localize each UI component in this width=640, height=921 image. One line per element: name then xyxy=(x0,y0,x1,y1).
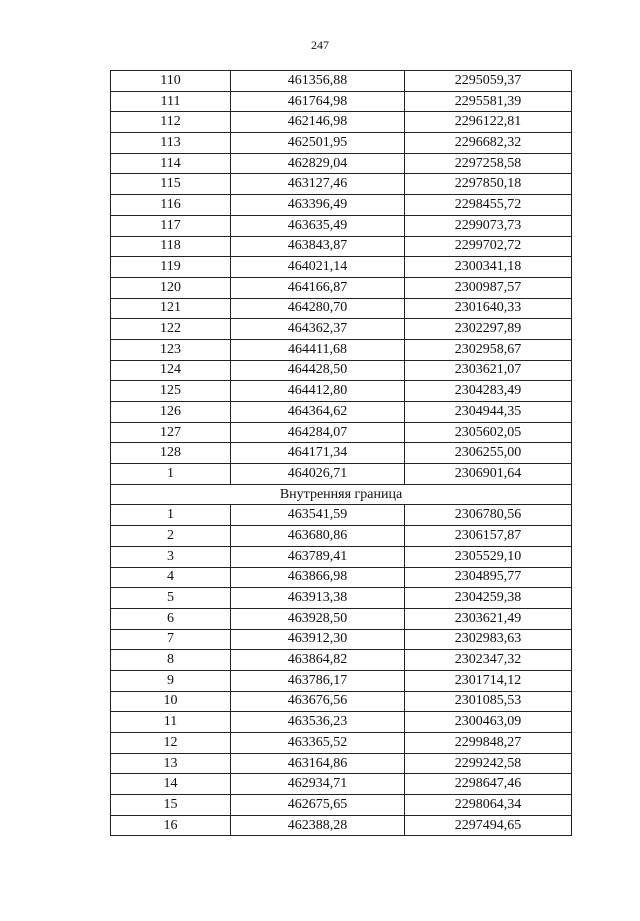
y-coordinate-cell: 2304259,38 xyxy=(405,588,572,609)
point-number-cell: 118 xyxy=(111,236,231,257)
x-coordinate-cell: 463680,86 xyxy=(231,526,405,547)
point-number-cell: 16 xyxy=(111,815,231,836)
y-coordinate-cell: 2305602,05 xyxy=(405,422,572,443)
y-coordinate-cell: 2306157,87 xyxy=(405,526,572,547)
table-row xyxy=(111,112,572,133)
y-coordinate-cell: 2302983,63 xyxy=(405,629,572,650)
y-coordinate-cell: 2304283,49 xyxy=(405,381,572,402)
x-coordinate-cell: 461764,98 xyxy=(231,91,405,112)
table-row xyxy=(111,629,572,650)
x-coordinate-cell: 464021,14 xyxy=(231,257,405,278)
point-number-cell: 115 xyxy=(111,174,231,195)
x-coordinate-cell: 463365,52 xyxy=(231,733,405,754)
point-number-cell: 10 xyxy=(111,691,231,712)
table-row xyxy=(111,546,572,567)
table-row xyxy=(111,215,572,236)
table-row xyxy=(111,443,572,464)
y-coordinate-cell: 2303621,49 xyxy=(405,608,572,629)
x-coordinate-cell: 463912,30 xyxy=(231,629,405,650)
x-coordinate-cell: 463843,87 xyxy=(231,236,405,257)
x-coordinate-cell: 463928,50 xyxy=(231,608,405,629)
table-row xyxy=(111,588,572,609)
x-coordinate-cell: 463789,41 xyxy=(231,546,405,567)
table-row xyxy=(111,195,572,216)
table-row xyxy=(111,174,572,195)
table-row xyxy=(111,712,572,733)
x-coordinate-cell: 463635,49 xyxy=(231,215,405,236)
table-row xyxy=(111,567,572,588)
table-row xyxy=(111,774,572,795)
y-coordinate-cell: 2300341,18 xyxy=(405,257,572,278)
x-coordinate-cell: 464362,37 xyxy=(231,319,405,340)
x-coordinate-cell: 462146,98 xyxy=(231,112,405,133)
y-coordinate-cell: 2301640,33 xyxy=(405,298,572,319)
x-coordinate-cell: 463676,56 xyxy=(231,691,405,712)
x-coordinate-cell: 463864,82 xyxy=(231,650,405,671)
x-coordinate-cell: 462934,71 xyxy=(231,774,405,795)
table-row xyxy=(111,650,572,671)
y-coordinate-cell: 2299242,58 xyxy=(405,753,572,774)
point-number-cell: 3 xyxy=(111,546,231,567)
y-coordinate-cell: 2298064,34 xyxy=(405,795,572,816)
point-number-cell: 8 xyxy=(111,650,231,671)
table-row xyxy=(111,733,572,754)
point-number-cell: 125 xyxy=(111,381,231,402)
x-coordinate-cell: 461356,88 xyxy=(231,71,405,92)
y-coordinate-cell: 2296122,81 xyxy=(405,112,572,133)
y-coordinate-cell: 2298455,72 xyxy=(405,195,572,216)
coordinates-table xyxy=(110,70,572,836)
table-row xyxy=(111,464,572,485)
table-row xyxy=(111,608,572,629)
point-number-cell: 1 xyxy=(111,464,231,485)
table-row xyxy=(111,381,572,402)
y-coordinate-cell: 2295581,39 xyxy=(405,91,572,112)
point-number-cell: 14 xyxy=(111,774,231,795)
table-row xyxy=(111,319,572,340)
table-row xyxy=(111,670,572,691)
outer-boundary-rows xyxy=(111,71,572,485)
x-coordinate-cell: 464412,80 xyxy=(231,381,405,402)
y-coordinate-cell: 2302347,32 xyxy=(405,650,572,671)
point-number-cell: 128 xyxy=(111,443,231,464)
x-coordinate-cell: 462501,95 xyxy=(231,133,405,154)
point-number-cell: 15 xyxy=(111,795,231,816)
point-number-cell: 2 xyxy=(111,526,231,547)
point-number-cell: 119 xyxy=(111,257,231,278)
point-number-cell: 111 xyxy=(111,91,231,112)
table-row xyxy=(111,133,572,154)
inner-boundary-rows xyxy=(111,505,572,836)
point-number-cell: 117 xyxy=(111,215,231,236)
point-number-cell: 122 xyxy=(111,319,231,340)
table-row xyxy=(111,422,572,443)
point-number-cell: 113 xyxy=(111,133,231,154)
x-coordinate-cell: 464428,50 xyxy=(231,360,405,381)
table-row xyxy=(111,691,572,712)
table-row xyxy=(111,795,572,816)
point-number-cell: 13 xyxy=(111,753,231,774)
point-number-cell: 9 xyxy=(111,670,231,691)
y-coordinate-cell: 2299702,72 xyxy=(405,236,572,257)
table-row xyxy=(111,277,572,298)
table-row xyxy=(111,91,572,112)
x-coordinate-cell: 464166,87 xyxy=(231,277,405,298)
y-coordinate-cell: 2304895,77 xyxy=(405,567,572,588)
y-coordinate-cell: 2297258,58 xyxy=(405,153,572,174)
table-row xyxy=(111,526,572,547)
point-number-cell: 5 xyxy=(111,588,231,609)
y-coordinate-cell: 2301085,53 xyxy=(405,691,572,712)
page-number: 247 xyxy=(311,38,329,52)
x-coordinate-cell: 463541,59 xyxy=(231,505,405,526)
y-coordinate-cell: 2306255,00 xyxy=(405,443,572,464)
x-coordinate-cell: 464411,68 xyxy=(231,339,405,360)
x-coordinate-cell: 462388,28 xyxy=(231,815,405,836)
section-label: Внутренняя граница xyxy=(111,484,572,505)
point-number-cell: 126 xyxy=(111,402,231,423)
point-number-cell: 121 xyxy=(111,298,231,319)
x-coordinate-cell: 463164,86 xyxy=(231,753,405,774)
point-number-cell: 7 xyxy=(111,629,231,650)
point-number-cell: 123 xyxy=(111,339,231,360)
point-number-cell: 110 xyxy=(111,71,231,92)
y-coordinate-cell: 2301714,12 xyxy=(405,670,572,691)
y-coordinate-cell: 2300987,57 xyxy=(405,277,572,298)
y-coordinate-cell: 2298647,46 xyxy=(405,774,572,795)
y-coordinate-cell: 2296682,32 xyxy=(405,133,572,154)
y-coordinate-cell: 2295059,37 xyxy=(405,71,572,92)
x-coordinate-cell: 463913,38 xyxy=(231,588,405,609)
table-row xyxy=(111,360,572,381)
point-number-cell: 112 xyxy=(111,112,231,133)
inner-boundary-header xyxy=(111,484,572,505)
point-number-cell: 12 xyxy=(111,733,231,754)
y-coordinate-cell: 2300463,09 xyxy=(405,712,572,733)
point-number-cell: 6 xyxy=(111,608,231,629)
x-coordinate-cell: 462829,04 xyxy=(231,153,405,174)
point-number-cell: 120 xyxy=(111,277,231,298)
table-row xyxy=(111,257,572,278)
point-number-cell: 4 xyxy=(111,567,231,588)
x-coordinate-cell: 463396,49 xyxy=(231,195,405,216)
x-coordinate-cell: 463786,17 xyxy=(231,670,405,691)
point-number-cell: 124 xyxy=(111,360,231,381)
y-coordinate-cell: 2299848,27 xyxy=(405,733,572,754)
table-row xyxy=(111,298,572,319)
point-number-cell: 116 xyxy=(111,195,231,216)
y-coordinate-cell: 2303621,07 xyxy=(405,360,572,381)
x-coordinate-cell: 464026,71 xyxy=(231,464,405,485)
x-coordinate-cell: 464284,07 xyxy=(231,422,405,443)
y-coordinate-cell: 2297494,65 xyxy=(405,815,572,836)
x-coordinate-cell: 463866,98 xyxy=(231,567,405,588)
y-coordinate-cell: 2306901,64 xyxy=(405,464,572,485)
x-coordinate-cell: 462675,65 xyxy=(231,795,405,816)
table-row xyxy=(111,339,572,360)
table-row xyxy=(111,753,572,774)
y-coordinate-cell: 2306780,56 xyxy=(405,505,572,526)
x-coordinate-cell: 463127,46 xyxy=(231,174,405,195)
y-coordinate-cell: 2302297,89 xyxy=(405,319,572,340)
table-row xyxy=(111,236,572,257)
point-number-cell: 114 xyxy=(111,153,231,174)
table-row xyxy=(111,71,572,92)
point-number-cell: 1 xyxy=(111,505,231,526)
table-row xyxy=(111,505,572,526)
y-coordinate-cell: 2304944,35 xyxy=(405,402,572,423)
x-coordinate-cell: 463536,23 xyxy=(231,712,405,733)
point-number-cell: 127 xyxy=(111,422,231,443)
x-coordinate-cell: 464280,70 xyxy=(231,298,405,319)
section-row xyxy=(111,484,572,505)
table-row xyxy=(111,402,572,423)
table-row xyxy=(111,815,572,836)
x-coordinate-cell: 464364,62 xyxy=(231,402,405,423)
y-coordinate-cell: 2305529,10 xyxy=(405,546,572,567)
point-number-cell: 11 xyxy=(111,712,231,733)
y-coordinate-cell: 2299073,73 xyxy=(405,215,572,236)
y-coordinate-cell: 2297850,18 xyxy=(405,174,572,195)
table-row xyxy=(111,153,572,174)
y-coordinate-cell: 2302958,67 xyxy=(405,339,572,360)
x-coordinate-cell: 464171,34 xyxy=(231,443,405,464)
